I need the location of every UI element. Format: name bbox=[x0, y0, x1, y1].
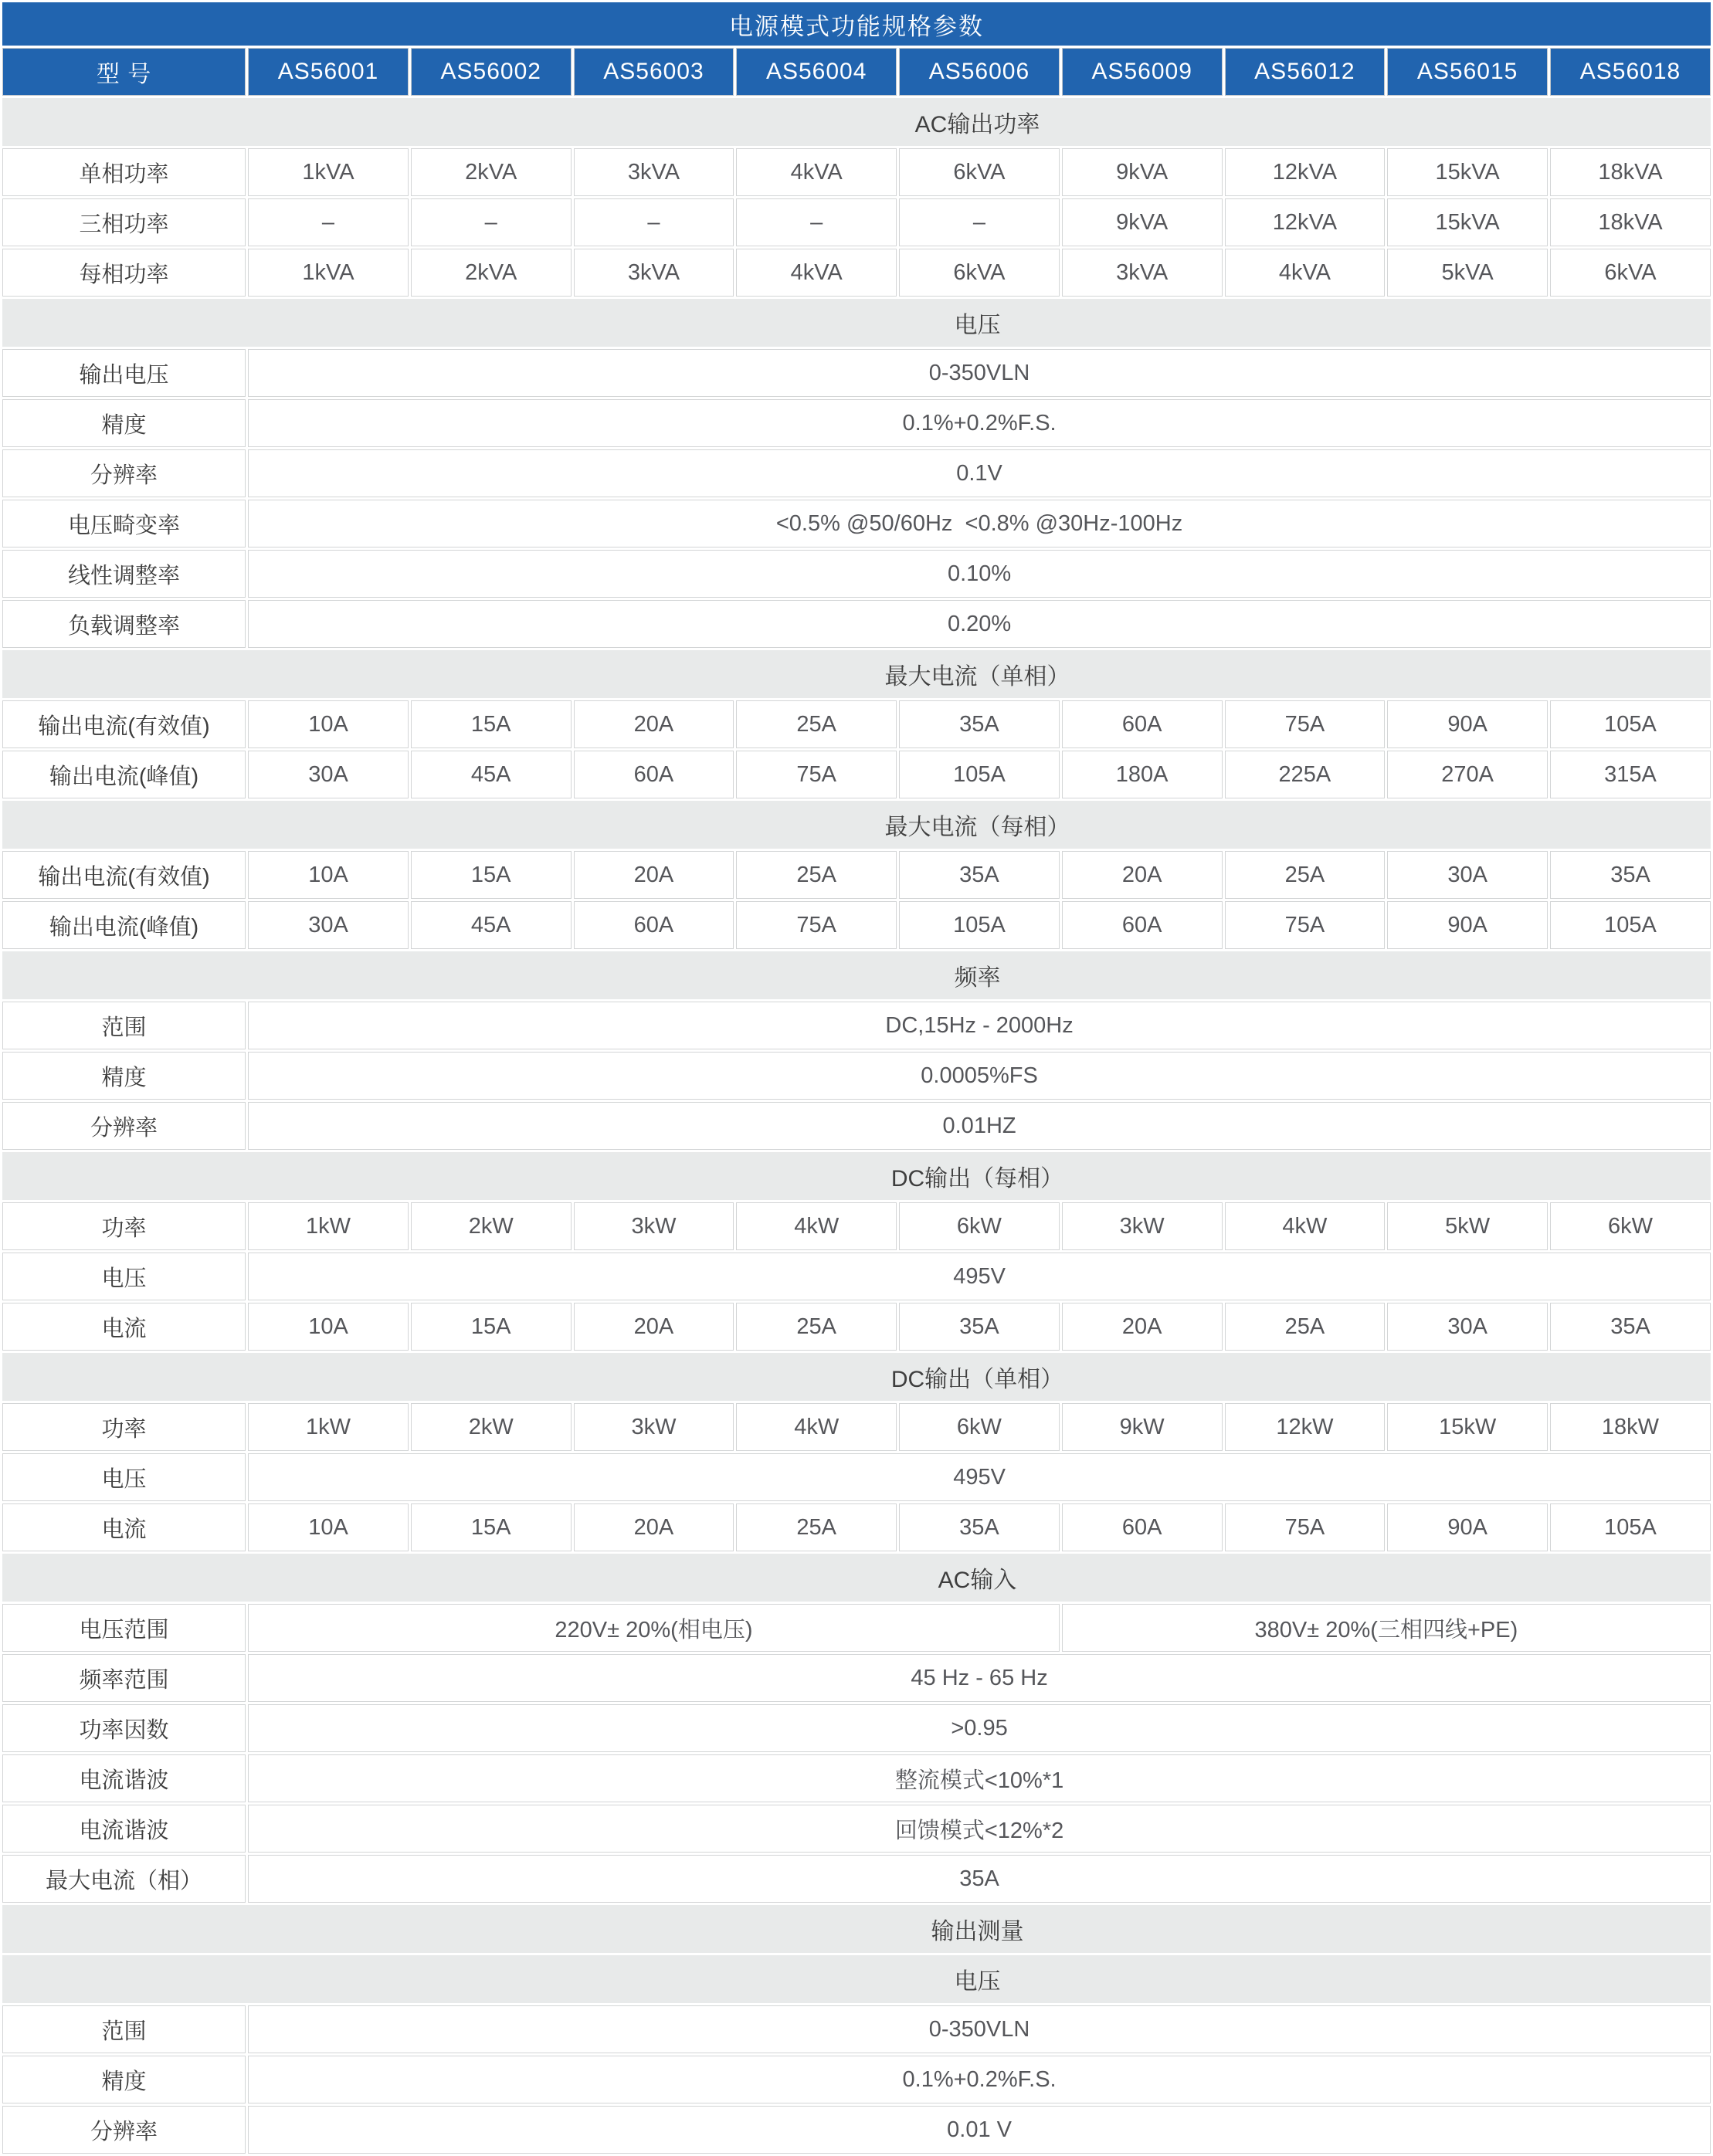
table-title: 电源模式功能规格参数 bbox=[2, 2, 1711, 46]
ac-input-row-0-split-value-1: 380V± 20%(三相四线+PE) bbox=[1062, 1604, 1711, 1652]
max-current-single-phase-row-1-value-as56001: 30A bbox=[248, 751, 409, 798]
header-row bbox=[2, 48, 1711, 96]
dc-output-single-phase-row-2-value-as56006: 35A bbox=[899, 1503, 1060, 1551]
ac-output-power-row-1-value-as56001: – bbox=[248, 198, 409, 246]
ac-output-power-row-0-value-as56018: 18kVA bbox=[1550, 148, 1711, 196]
dc-output-per-phase-row-2-value-as56018: 35A bbox=[1550, 1303, 1711, 1351]
voltage-row-2-label: 分辨率 bbox=[2, 449, 246, 497]
max-current-per-phase-row-1-value-as56002: 45A bbox=[411, 901, 572, 949]
ac-input-row-5-label: 最大电流（相） bbox=[2, 1855, 246, 1903]
dc-output-single-phase-row-0-value-as56001: 1kW bbox=[248, 1403, 409, 1451]
ac-input-row-2-merged-value: >0.95 bbox=[248, 1704, 1711, 1752]
ac-output-power-row-0-value-as56004: 4kVA bbox=[736, 148, 897, 196]
spec-row bbox=[2, 1805, 1711, 1853]
dc-output-per-phase-row-2-value-as56003: 20A bbox=[574, 1303, 734, 1351]
ac-output-power-row-2-value-as56003: 3kVA bbox=[574, 249, 734, 297]
section-band-dc-output-single-phase: DC输出（单相） bbox=[2, 1353, 1711, 1401]
voltage-row-2-merged-value: 0.1V bbox=[248, 449, 1711, 497]
ac-output-power-row-0-value-as56012: 12kVA bbox=[1225, 148, 1386, 196]
output-measurement-voltage-row-2-merged-value: 0.01 V bbox=[248, 2106, 1711, 2154]
dc-output-per-phase-row-0-value-as56001: 1kW bbox=[248, 1202, 409, 1250]
ac-output-power-row-1-value-as56009: 9kVA bbox=[1062, 198, 1223, 246]
dc-output-per-phase-row-1-label: 电压 bbox=[2, 1253, 246, 1300]
output-measurement-voltage-row-1-merged-value: 0.1%+0.2%F.S. bbox=[248, 2056, 1711, 2103]
section-band-max-current-per-phase: 最大电流（每相） bbox=[2, 801, 1711, 849]
ac-output-power-row-1-label: 三相功率 bbox=[2, 198, 246, 246]
max-current-per-phase-row-0-label: 输出电流(有效值) bbox=[2, 851, 246, 899]
header-model-as56015: AS56015 bbox=[1387, 48, 1548, 96]
dc-output-per-phase-row-0-value-as56003: 3kW bbox=[574, 1202, 734, 1250]
dc-output-single-phase-row-0-label: 功率 bbox=[2, 1403, 246, 1451]
spec-row bbox=[2, 1253, 1711, 1300]
dc-output-single-phase-row-0-value-as56003: 3kW bbox=[574, 1403, 734, 1451]
voltage-row-3-label: 电压畸变率 bbox=[2, 500, 246, 547]
voltage-row-5-merged-value: 0.20% bbox=[248, 600, 1711, 648]
section-band-frequency: 频率 bbox=[2, 951, 1711, 999]
ac-output-power-row-2-value-as56015: 5kVA bbox=[1387, 249, 1548, 297]
ac-output-power-row-1-value-as56018: 18kVA bbox=[1550, 198, 1711, 246]
ac-output-power-row-1-value-as56012: 12kVA bbox=[1225, 198, 1386, 246]
voltage-row-3-merged-value: <0.5% @50/60Hz <0.8% @30Hz-100Hz bbox=[248, 500, 1711, 547]
dc-output-single-phase-row-1-merged-value: 495V bbox=[248, 1453, 1711, 1501]
dc-output-per-phase-row-2-label: 电流 bbox=[2, 1303, 246, 1351]
max-current-single-phase-row-0-value-as56018: 105A bbox=[1550, 700, 1711, 748]
max-current-single-phase-row-1-value-as56002: 45A bbox=[411, 751, 572, 798]
ac-output-power-row-1-value-as56004: – bbox=[736, 198, 897, 246]
spec-row bbox=[2, 2056, 1711, 2103]
section-band-max-current-single-phase: 最大电流（单相） bbox=[2, 650, 1711, 698]
spec-row bbox=[2, 1754, 1711, 1802]
spec-row bbox=[2, 600, 1711, 648]
max-current-per-phase-row-0-value-as56006: 35A bbox=[899, 851, 1060, 899]
ac-input-row-3-merged-value: 整流模式<10%*1 bbox=[248, 1754, 1711, 1802]
dc-output-per-phase-row-0-value-as56002: 2kW bbox=[411, 1202, 572, 1250]
section-band-row bbox=[2, 1554, 1711, 1602]
max-current-single-phase-row-0-value-as56009: 60A bbox=[1062, 700, 1223, 748]
ac-input-row-0-label: 电压范围 bbox=[2, 1604, 246, 1652]
frequency-row-0-label: 范围 bbox=[2, 1002, 246, 1049]
max-current-single-phase-row-0-value-as56002: 15A bbox=[411, 700, 572, 748]
dc-output-single-phase-row-2-value-as56001: 10A bbox=[248, 1503, 409, 1551]
dc-output-single-phase-row-0-value-as56009: 9kW bbox=[1062, 1403, 1223, 1451]
header-model-as56002: AS56002 bbox=[411, 48, 572, 96]
spec-row bbox=[2, 148, 1711, 196]
voltage-row-4-merged-value: 0.10% bbox=[248, 550, 1711, 598]
spec-row bbox=[2, 1403, 1711, 1451]
spec-row bbox=[2, 751, 1711, 798]
dc-output-per-phase-row-0-value-as56015: 5kW bbox=[1387, 1202, 1548, 1250]
dc-output-single-phase-row-2-value-as56003: 20A bbox=[574, 1503, 734, 1551]
dc-output-single-phase-row-0-value-as56015: 15kW bbox=[1387, 1403, 1548, 1451]
max-current-per-phase-row-0-value-as56018: 35A bbox=[1550, 851, 1711, 899]
section-band-ac-output-power: AC输出功率 bbox=[2, 98, 1711, 146]
section-band-row bbox=[2, 98, 1711, 146]
max-current-per-phase-row-1-value-as56015: 90A bbox=[1387, 901, 1548, 949]
dc-output-single-phase-row-0-value-as56018: 18kW bbox=[1550, 1403, 1711, 1451]
output-measurement-voltage-row-0-merged-value: 0-350VLN bbox=[248, 2005, 1711, 2053]
ac-output-power-row-0-value-as56002: 2kVA bbox=[411, 148, 572, 196]
max-current-single-phase-row-0-value-as56003: 20A bbox=[574, 700, 734, 748]
ac-input-row-0-split-value-0: 220V± 20%(相电压) bbox=[248, 1604, 1060, 1652]
ac-output-power-row-2-value-as56002: 2kVA bbox=[411, 249, 572, 297]
spec-row bbox=[2, 1202, 1711, 1250]
ac-input-row-1-merged-value: 45 Hz - 65 Hz bbox=[248, 1654, 1711, 1702]
section-band-row bbox=[2, 299, 1711, 347]
section-band-ac-input: AC输入 bbox=[2, 1554, 1711, 1602]
max-current-single-phase-row-1-label: 输出电流(峰值) bbox=[2, 751, 246, 798]
max-current-single-phase-row-0-value-as56006: 35A bbox=[899, 700, 1060, 748]
spec-row bbox=[2, 1453, 1711, 1501]
header-model-label: 型 号 bbox=[2, 48, 246, 96]
ac-output-power-row-0-value-as56006: 6kVA bbox=[899, 148, 1060, 196]
dc-output-single-phase-row-2-value-as56009: 60A bbox=[1062, 1503, 1223, 1551]
ac-output-power-row-2-value-as56001: 1kVA bbox=[248, 249, 409, 297]
ac-output-power-row-0-value-as56009: 9kVA bbox=[1062, 148, 1223, 196]
max-current-per-phase-row-1-value-as56018: 105A bbox=[1550, 901, 1711, 949]
max-current-single-phase-row-1-value-as56006: 105A bbox=[899, 751, 1060, 798]
dc-output-per-phase-row-0-value-as56004: 4kW bbox=[736, 1202, 897, 1250]
section-band-output-measurement: 输出测量 bbox=[2, 1905, 1711, 1953]
max-current-per-phase-row-0-value-as56009: 20A bbox=[1062, 851, 1223, 899]
output-measurement-voltage-row-1-label: 精度 bbox=[2, 2056, 246, 2103]
ac-output-power-row-2-value-as56006: 6kVA bbox=[899, 249, 1060, 297]
max-current-single-phase-row-0-value-as56015: 90A bbox=[1387, 700, 1548, 748]
max-current-single-phase-row-0-label: 输出电流(有效值) bbox=[2, 700, 246, 748]
dc-output-single-phase-row-0-value-as56006: 6kW bbox=[899, 1403, 1060, 1451]
header-model-as56009: AS56009 bbox=[1062, 48, 1223, 96]
header-model-as56018: AS56018 bbox=[1550, 48, 1711, 96]
spec-row bbox=[2, 550, 1711, 598]
max-current-per-phase-row-1-value-as56001: 30A bbox=[248, 901, 409, 949]
spec-row bbox=[2, 1503, 1711, 1551]
dc-output-per-phase-row-2-value-as56002: 15A bbox=[411, 1303, 572, 1351]
section-band-output-measurement-voltage: 电压 bbox=[2, 1955, 1711, 2003]
ac-input-row-5-merged-value: 35A bbox=[248, 1855, 1711, 1903]
voltage-row-4-label: 线性调整率 bbox=[2, 550, 246, 598]
spec-row bbox=[2, 2005, 1711, 2053]
dc-output-single-phase-row-2-value-as56018: 105A bbox=[1550, 1503, 1711, 1551]
ac-output-power-row-1-value-as56002: – bbox=[411, 198, 572, 246]
dc-output-per-phase-row-0-value-as56009: 3kW bbox=[1062, 1202, 1223, 1250]
spec-row bbox=[2, 449, 1711, 497]
section-band-row bbox=[2, 1905, 1711, 1953]
spec-row bbox=[2, 1704, 1711, 1752]
dc-output-per-phase-row-0-label: 功率 bbox=[2, 1202, 246, 1250]
ac-input-row-2-label: 功率因数 bbox=[2, 1704, 246, 1752]
dc-output-single-phase-row-0-value-as56004: 4kW bbox=[736, 1403, 897, 1451]
section-band-voltage: 电压 bbox=[2, 299, 1711, 347]
dc-output-per-phase-row-2-value-as56015: 30A bbox=[1387, 1303, 1548, 1351]
max-current-single-phase-row-0-value-as56004: 25A bbox=[736, 700, 897, 748]
spec-row bbox=[2, 1002, 1711, 1049]
spec-row bbox=[2, 700, 1711, 748]
spec-row bbox=[2, 1654, 1711, 1702]
dc-output-per-phase-row-0-value-as56018: 6kW bbox=[1550, 1202, 1711, 1250]
max-current-single-phase-row-0-value-as56012: 75A bbox=[1225, 700, 1386, 748]
frequency-row-1-label: 精度 bbox=[2, 1052, 246, 1100]
dc-output-per-phase-row-2-value-as56004: 25A bbox=[736, 1303, 897, 1351]
dc-output-single-phase-row-2-label: 电流 bbox=[2, 1503, 246, 1551]
spec-row bbox=[2, 249, 1711, 297]
spec-row bbox=[2, 1052, 1711, 1100]
max-current-single-phase-row-1-value-as56015: 270A bbox=[1387, 751, 1548, 798]
spec-row bbox=[2, 399, 1711, 447]
output-measurement-voltage-row-2-label: 分辨率 bbox=[2, 2106, 246, 2154]
max-current-per-phase-row-1-value-as56003: 60A bbox=[574, 901, 734, 949]
dc-output-single-phase-row-2-value-as56015: 90A bbox=[1387, 1503, 1548, 1551]
max-current-single-phase-row-1-value-as56003: 60A bbox=[574, 751, 734, 798]
section-band-row bbox=[2, 650, 1711, 698]
frequency-row-2-label: 分辨率 bbox=[2, 1102, 246, 1150]
dc-output-per-phase-row-2-value-as56001: 10A bbox=[248, 1303, 409, 1351]
header-model-as56012: AS56012 bbox=[1225, 48, 1386, 96]
dc-output-single-phase-row-2-value-as56012: 75A bbox=[1225, 1503, 1386, 1551]
max-current-single-phase-row-1-value-as56012: 225A bbox=[1225, 751, 1386, 798]
section-band-row bbox=[2, 951, 1711, 999]
voltage-row-5-label: 负载调整率 bbox=[2, 600, 246, 648]
max-current-per-phase-row-0-value-as56004: 25A bbox=[736, 851, 897, 899]
ac-output-power-row-2-value-as56012: 4kVA bbox=[1225, 249, 1386, 297]
section-band-row bbox=[2, 1152, 1711, 1200]
header-model-as56006: AS56006 bbox=[899, 48, 1060, 96]
spec-row bbox=[2, 198, 1711, 246]
max-current-per-phase-row-1-value-as56012: 75A bbox=[1225, 901, 1386, 949]
dc-output-single-phase-row-2-value-as56002: 15A bbox=[411, 1503, 572, 1551]
max-current-per-phase-row-0-value-as56015: 30A bbox=[1387, 851, 1548, 899]
ac-output-power-row-1-value-as56003: – bbox=[574, 198, 734, 246]
dc-output-per-phase-row-2-value-as56012: 25A bbox=[1225, 1303, 1386, 1351]
ac-input-row-1-label: 频率范围 bbox=[2, 1654, 246, 1702]
max-current-per-phase-row-1-value-as56004: 75A bbox=[736, 901, 897, 949]
voltage-row-0-merged-value: 0-350VLN bbox=[248, 349, 1711, 397]
frequency-row-0-merged-value: DC,15Hz - 2000Hz bbox=[248, 1002, 1711, 1049]
max-current-per-phase-row-0-value-as56002: 15A bbox=[411, 851, 572, 899]
dc-output-single-phase-row-0-value-as56012: 12kW bbox=[1225, 1403, 1386, 1451]
max-current-single-phase-row-1-value-as56018: 315A bbox=[1550, 751, 1711, 798]
section-band-row bbox=[2, 1955, 1711, 2003]
ac-output-power-row-2-value-as56018: 6kVA bbox=[1550, 249, 1711, 297]
frequency-row-2-merged-value: 0.01HZ bbox=[248, 1102, 1711, 1150]
ac-input-row-3-label: 电流谐波 bbox=[2, 1754, 246, 1802]
ac-input-row-4-merged-value: 回馈模式<12%*2 bbox=[248, 1805, 1711, 1853]
spec-row bbox=[2, 2106, 1711, 2154]
header-model-as56001: AS56001 bbox=[248, 48, 409, 96]
spec-row bbox=[2, 1102, 1711, 1150]
max-current-per-phase-row-0-value-as56012: 25A bbox=[1225, 851, 1386, 899]
output-measurement-voltage-row-0-label: 范围 bbox=[2, 2005, 246, 2053]
max-current-per-phase-row-1-value-as56009: 60A bbox=[1062, 901, 1223, 949]
dc-output-per-phase-row-1-merged-value: 495V bbox=[248, 1253, 1711, 1300]
ac-output-power-row-0-value-as56015: 15kVA bbox=[1387, 148, 1548, 196]
spec-row bbox=[2, 349, 1711, 397]
dc-output-single-phase-row-2-value-as56004: 25A bbox=[736, 1503, 897, 1551]
ac-output-power-row-1-value-as56015: 15kVA bbox=[1387, 198, 1548, 246]
ac-output-power-row-1-value-as56006: – bbox=[899, 198, 1060, 246]
header-model-as56003: AS56003 bbox=[574, 48, 734, 96]
max-current-single-phase-row-0-value-as56001: 10A bbox=[248, 700, 409, 748]
spec-row bbox=[2, 901, 1711, 949]
header-model-as56004: AS56004 bbox=[736, 48, 897, 96]
ac-output-power-row-2-value-as56009: 3kVA bbox=[1062, 249, 1223, 297]
ac-input-row-4-label: 电流谐波 bbox=[2, 1805, 246, 1853]
dc-output-per-phase-row-2-value-as56009: 20A bbox=[1062, 1303, 1223, 1351]
voltage-row-1-label: 精度 bbox=[2, 399, 246, 447]
max-current-per-phase-row-1-label: 输出电流(峰值) bbox=[2, 901, 246, 949]
dc-output-per-phase-row-0-value-as56006: 6kW bbox=[899, 1202, 1060, 1250]
title-row bbox=[2, 2, 1711, 46]
voltage-row-0-label: 输出电压 bbox=[2, 349, 246, 397]
dc-output-per-phase-row-0-value-as56012: 4kW bbox=[1225, 1202, 1386, 1250]
section-band-dc-output-per-phase: DC输出（每相） bbox=[2, 1152, 1711, 1200]
voltage-row-1-merged-value: 0.1%+0.2%F.S. bbox=[248, 399, 1711, 447]
spec-row bbox=[2, 1303, 1711, 1351]
max-current-single-phase-row-1-value-as56004: 75A bbox=[736, 751, 897, 798]
spec-row bbox=[2, 500, 1711, 547]
frequency-row-1-merged-value: 0.0005%FS bbox=[248, 1052, 1711, 1100]
dc-output-single-phase-row-0-value-as56002: 2kW bbox=[411, 1403, 572, 1451]
ac-output-power-row-0-value-as56003: 3kVA bbox=[574, 148, 734, 196]
section-band-row bbox=[2, 801, 1711, 849]
section-band-row bbox=[2, 1353, 1711, 1401]
dc-output-single-phase-row-1-label: 电压 bbox=[2, 1453, 246, 1501]
ac-output-power-row-0-value-as56001: 1kVA bbox=[248, 148, 409, 196]
ac-output-power-row-0-label: 单相功率 bbox=[2, 148, 246, 196]
spec-row bbox=[2, 851, 1711, 899]
dc-output-per-phase-row-2-value-as56006: 35A bbox=[899, 1303, 1060, 1351]
spec-row bbox=[2, 1855, 1711, 1903]
max-current-single-phase-row-1-value-as56009: 180A bbox=[1062, 751, 1223, 798]
ac-output-power-row-2-label: 每相功率 bbox=[2, 249, 246, 297]
max-current-per-phase-row-0-value-as56001: 10A bbox=[248, 851, 409, 899]
ac-output-power-row-2-value-as56004: 4kVA bbox=[736, 249, 897, 297]
spec-row bbox=[2, 1604, 1711, 1652]
max-current-per-phase-row-0-value-as56003: 20A bbox=[574, 851, 734, 899]
max-current-per-phase-row-1-value-as56006: 105A bbox=[899, 901, 1060, 949]
